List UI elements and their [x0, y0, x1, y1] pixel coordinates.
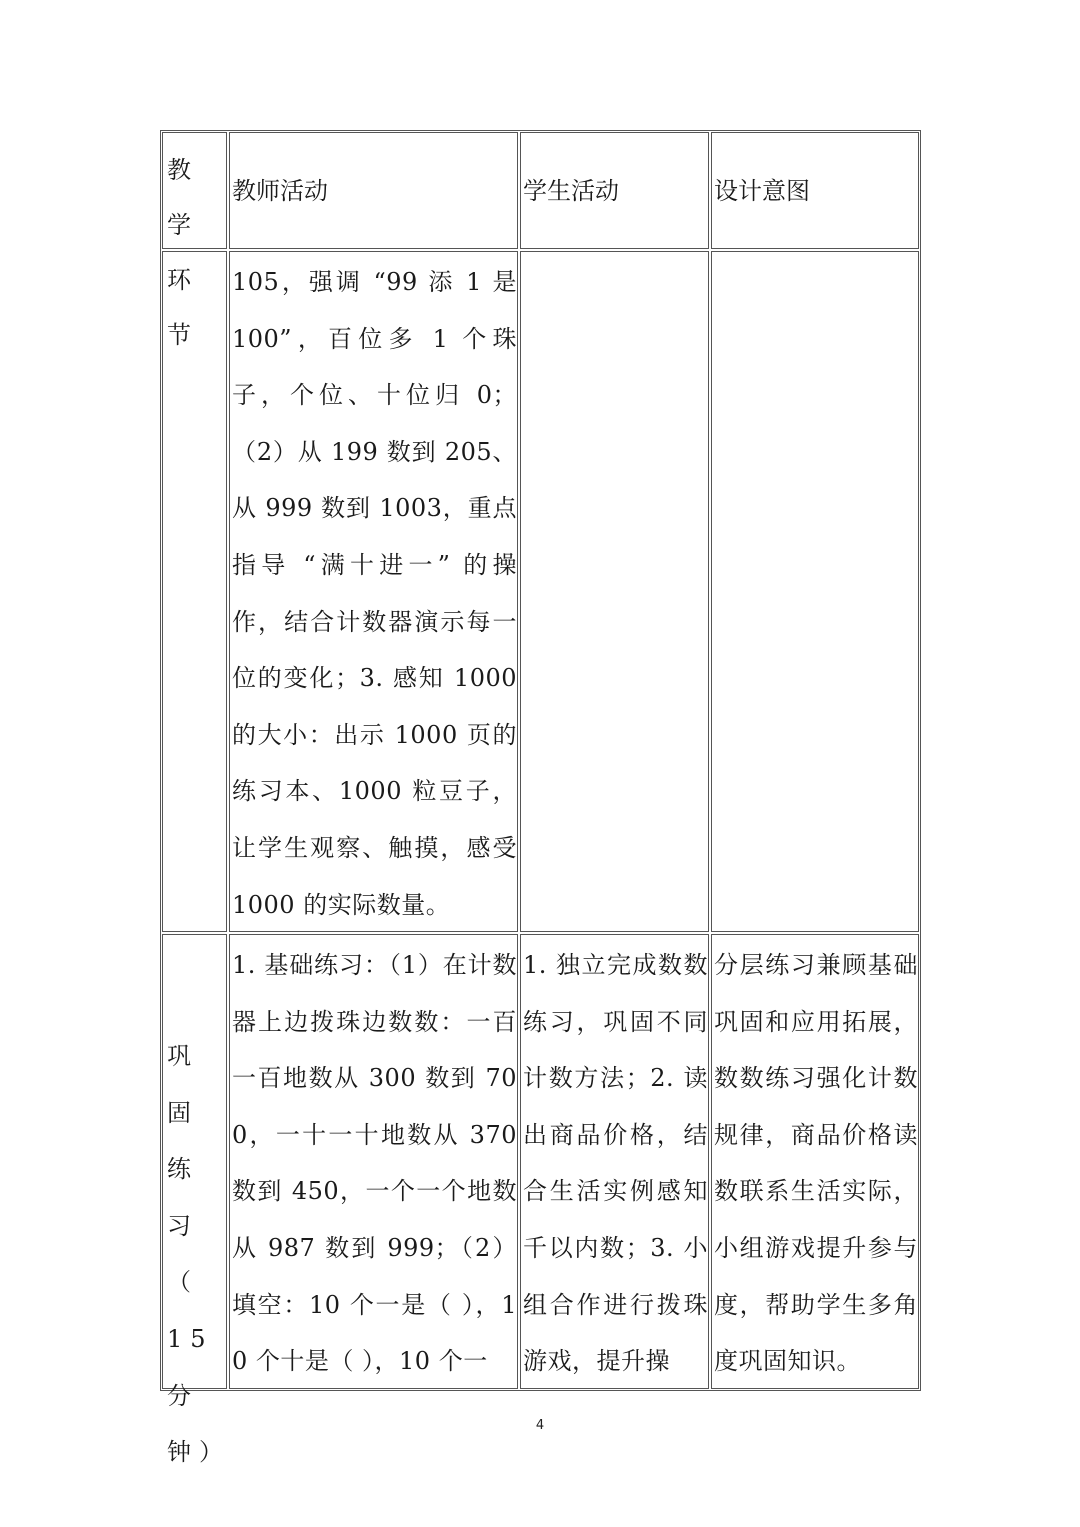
header-cell-teacher	[229, 132, 518, 249]
header-stage-label: 教 学 环节	[167, 156, 199, 349]
row2-stage-cell	[162, 934, 231, 1467]
header-cell-student	[520, 132, 709, 249]
row2-teacher-activity: 1. 基础练习：（1）在计数器上边拨珠边数数：一百一百地数从 300 数到 700，一十一十地数从 370 数到 450，一个一个地数从 987 数到 999；（2）填空：10 个一是（ ），10 个十是（ ），10 个一	[232, 951, 517, 1376]
row1-teacher-cell	[229, 251, 518, 932]
row2-intent-cell	[711, 934, 919, 1389]
row1-teacher-activity: 105，强调 “99 添 1 是 100”，百位多 1 个珠子，个位、十位归 0；（2）从 199 数到 205、从 999 数到 1003，重点指导 “满十进一” 的操作，结合计数器演示每一位的变化；3. 感知 1000 的大小：出示 1000 页的练习本、1000 粒豆子，让学生观察、触摸，感受 1000 的实际数量。	[232, 268, 517, 919]
header-intent-label: 设计意图	[714, 177, 810, 205]
row1-intent-cell	[711, 251, 919, 932]
header-cell-intent	[711, 132, 919, 249]
header-teacher-label: 教师活动	[232, 177, 328, 205]
row2-design-intent: 分层练习兼顾基础巩固和应用拓展，数数练习强化计数规律，商品价格读数联系生活实际，小组游戏提升参与度，帮助学生多角度巩固知识。	[714, 951, 918, 1376]
header-student-label: 学生活动	[523, 177, 619, 205]
row2-student-cell	[520, 934, 709, 1389]
header-cell-stage	[162, 132, 227, 349]
row2-student-activity: 1. 独立完成数数练习，巩固不同计数方法；2. 读出商品价格，结合生活实例感知千以内数；3. 小组合作进行拨珠游戏，提升操	[523, 951, 708, 1376]
row1-student-cell	[520, 251, 709, 932]
row2-teacher-cell	[229, 934, 518, 1389]
page-number: 4	[535, 1418, 545, 1433]
row2-stage: 巩 固 练 习 （ 15 分 钟）	[167, 1042, 231, 1467]
row1-stage-cell	[162, 251, 227, 932]
